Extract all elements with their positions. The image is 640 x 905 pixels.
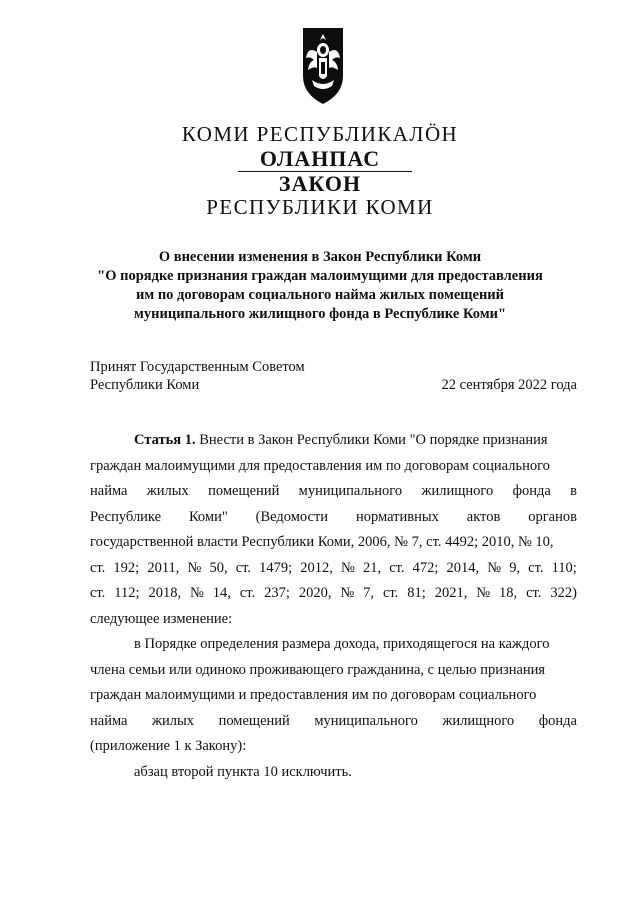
text-line — [90, 454, 577, 480]
document-title — [0, 248, 640, 324]
word: члена семьи или одиноко проживающего гражданина, с целью признания — [90, 661, 546, 678]
word: 472; — [412, 559, 439, 576]
word: 9, — [509, 559, 521, 576]
word: 237; — [264, 585, 290, 601]
article-paragraph-3: абзац второй пункта 10 исключить. — [134, 763, 352, 780]
header-line-3: ЗАКОН — [278, 171, 362, 196]
header-line-1: КОМИ РЕСПУБЛИКАЛӦН — [181, 122, 459, 146]
word: нормативных — [355, 508, 439, 525]
word: 192; — [113, 559, 140, 576]
word: 2012, — [300, 559, 333, 576]
adoption-info — [90, 358, 305, 394]
header-line-4: РЕСПУБЛИКИ КОМИ — [206, 195, 434, 219]
word: 2014, — [446, 559, 480, 576]
word: фонда — [538, 712, 577, 729]
text-line — [90, 709, 577, 735]
article-paragraph-2-first: в Порядке определения размера дохода, приходящегося на каждого — [134, 636, 550, 652]
title-line: "О порядке признания граждан малоимущими для предоставления — [97, 268, 543, 284]
word: № — [487, 559, 502, 576]
text-line — [90, 734, 577, 760]
word: фонда — [512, 483, 551, 499]
word: помещений — [218, 712, 290, 729]
word: Коми" — [188, 508, 228, 525]
word: № — [340, 585, 355, 601]
word: жилищного — [421, 483, 494, 499]
word: помещений — [208, 483, 280, 499]
word: 110; — [551, 559, 577, 576]
word: ст. — [389, 559, 405, 576]
word: 2011, — [147, 559, 180, 576]
word: муниципального — [298, 483, 403, 499]
word: Республике — [90, 508, 162, 525]
word: 2021, — [434, 585, 468, 601]
text-line — [90, 556, 577, 582]
word: актов — [466, 508, 501, 525]
word: (приложение 1 к Закону): — [90, 738, 247, 754]
word: 14, — [212, 585, 231, 601]
article-first-line — [90, 428, 577, 454]
article-label: Статья 1. — [134, 432, 196, 448]
word: найма — [90, 483, 128, 499]
word: 7, — [363, 585, 375, 601]
text-line — [90, 581, 577, 607]
article-text: Внести в Закон Республики Коми "О порядке признания — [199, 432, 548, 448]
word: (Ведомости — [255, 508, 329, 525]
article-body — [90, 428, 577, 785]
word: 1479; — [259, 559, 293, 576]
title-line: им по договорам социального найма жилых помещений — [135, 287, 505, 303]
word: граждан малоимущими и предоставления им по договорам социального — [90, 687, 537, 703]
word: № — [341, 559, 355, 576]
title-line: муниципального жилищного фонда в Республике Коми" — [134, 306, 506, 322]
word: муниципального — [314, 712, 418, 729]
adoption-line: Республики Коми — [90, 377, 200, 393]
word: жилых — [146, 483, 189, 499]
word: жилищного — [442, 712, 515, 729]
word: 21, — [362, 559, 382, 576]
text-line — [90, 505, 577, 531]
word: органов — [528, 508, 577, 525]
word: ст. — [235, 559, 252, 576]
word: граждан малоимущими для предоставления им по договорам социального — [90, 457, 550, 474]
word: найма — [90, 712, 128, 729]
word: ст. — [528, 559, 544, 576]
word: 112; — [114, 585, 140, 601]
word: 18, — [499, 585, 518, 601]
word: ст. — [526, 585, 542, 601]
header-line-2: ОЛАНПАС — [259, 146, 381, 171]
text-line — [90, 683, 577, 709]
word: 2020, — [298, 585, 332, 601]
word: № — [187, 559, 202, 576]
text-line — [90, 607, 577, 633]
text-line — [90, 658, 577, 684]
coat-of-arms-icon — [300, 26, 346, 106]
word: № — [190, 585, 204, 601]
title-line: О внесении изменения в Закон Республики Коми — [158, 249, 482, 265]
word: 2018, — [148, 585, 182, 601]
adoption-line: Принят Государственным Советом — [90, 359, 305, 375]
word: ст. — [382, 585, 399, 601]
word: ст. — [90, 559, 106, 576]
text-line — [90, 479, 577, 505]
word: жилых — [152, 712, 195, 729]
word: в — [570, 483, 577, 499]
word: следующее изменение: — [90, 610, 233, 627]
adoption-date: 22 сентября 2022 года — [441, 377, 577, 393]
word: ст. — [239, 585, 256, 601]
word: 81; — [407, 585, 426, 601]
text-line — [90, 530, 577, 556]
article-paragraph-1 — [90, 454, 577, 633]
article-paragraph-2 — [90, 658, 577, 760]
word: 322) — [550, 585, 577, 601]
word: государственной власти Республики Коми, 2006, № 7, ст. 4492; 2010, № 10, — [90, 534, 554, 550]
word: ст. — [90, 585, 106, 601]
word: № — [476, 585, 491, 601]
word: 50, — [209, 559, 228, 576]
